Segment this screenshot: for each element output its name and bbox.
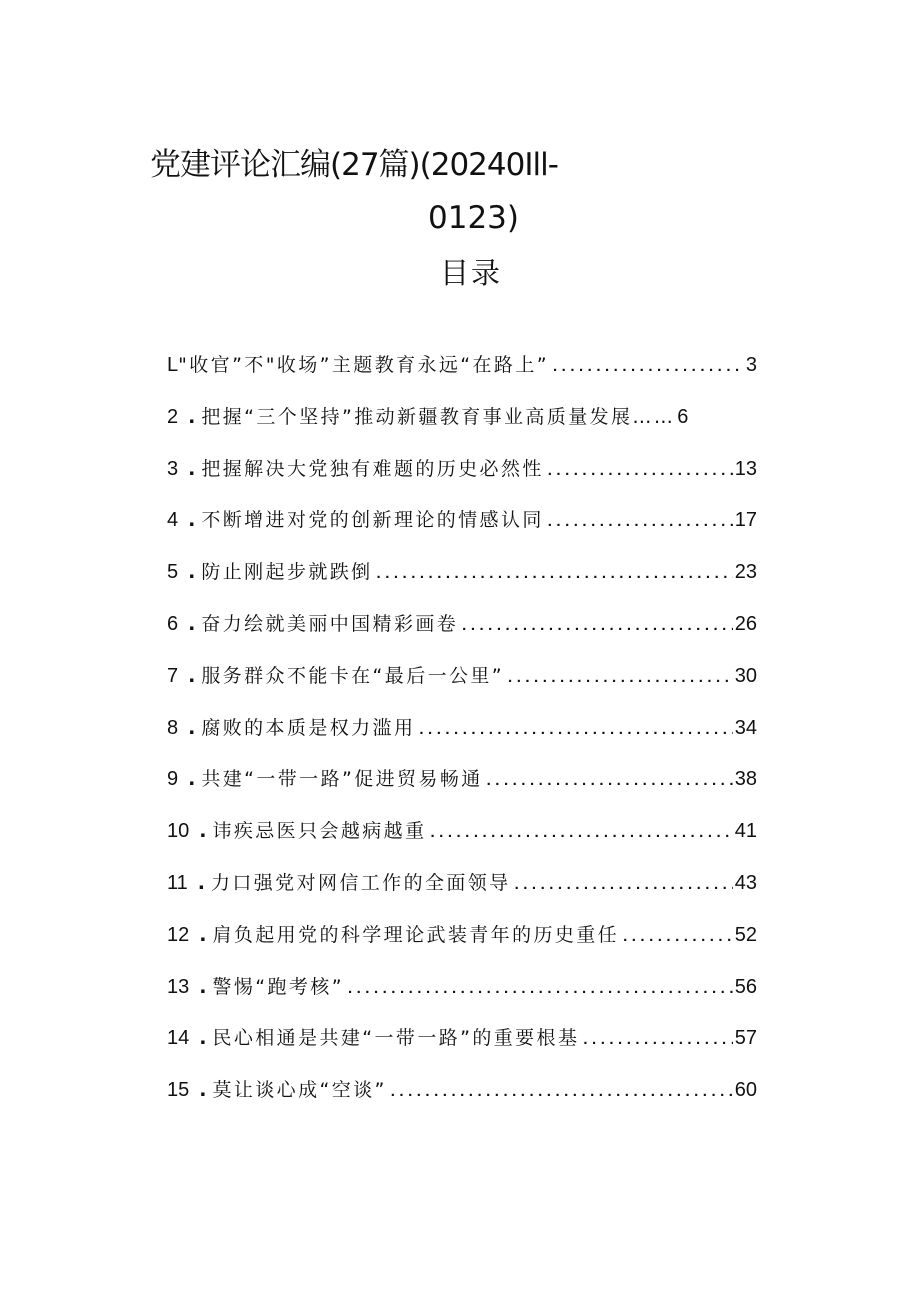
toc-entry-number: 15 [167,1079,190,1102]
toc-entry-page: 17 [734,509,757,532]
toc-entry-5[interactable] [167,557,757,609]
toc-entry-separator: . [188,509,196,532]
toc-leader-dots [426,824,732,841]
toc-entry-separator: . [188,405,196,428]
toc-entry-title: 民心相通是共建“一带一路”的重要根基 [212,1027,580,1050]
toc-entry-number: 10 [167,820,190,843]
toc-entry-separator: . [188,664,196,687]
toc-entry-title: 服务群众不能卡在“最后一公里” [201,664,505,687]
toc-entry-page: 41 [734,820,757,843]
toc-entry-2[interactable] [167,402,757,454]
toc-entry-page: 34 [734,716,757,739]
toc-entry-separator: . [188,561,196,584]
toc-leader-dots [483,772,733,789]
toc-leader-dots [544,462,733,479]
toc-entry-page: 43 [734,871,757,894]
toc-entry-number: 5 [167,561,179,584]
toc-entry-page: 13 [734,457,757,480]
toc-entry-number: 3 [167,457,179,480]
toc-leader-dots [415,721,732,738]
toc-entry-11[interactable] [167,868,757,920]
toc-leader-dots [511,876,733,893]
toc-entry-12[interactable] [167,920,757,972]
toc-entry-title: 腐败的本质是权力滥用 [201,716,416,739]
toc-leader-dots [344,980,733,997]
toc-entry-title: 共建“一带一路”促进贸易畅通 [201,768,483,791]
toc-entry-7[interactable] [167,661,757,713]
toc-entry-number: 12 [167,923,190,946]
toc-heading: 目录 [440,256,503,290]
toc-entry-number: 11 [167,871,188,894]
toc-entry-title: 警惕“跑考核” [212,975,344,998]
toc-entry-separator: . [188,457,196,480]
toc-leader-dots [373,565,733,582]
toc-leader-dots [544,513,733,530]
toc-leader-dots [579,1031,732,1048]
toc-leader-dots [458,617,733,634]
toc-entry-number: L [167,354,179,376]
toc-entry-title: "收官”不"收场”主题教育永远“在路上” [178,354,549,376]
toc-entry-page: 56 [734,975,757,998]
toc-entry-page: 6 [677,405,689,428]
table-of-contents [167,350,757,1127]
toc-entry-number: 9 [167,768,179,791]
toc-entry-separator: . [199,923,207,946]
toc-entry-number: 14 [167,1027,190,1050]
document-title-line-1: 党建评论汇编(27篇)(20240Ill- [150,147,558,183]
toc-entry-separator: . [197,871,205,894]
toc-entry-1[interactable] [167,350,757,402]
toc-entry-separator: . [199,1027,207,1050]
toc-entry-separator: . [199,1079,207,1102]
toc-entry-number: 13 [167,975,190,998]
toc-entry-15[interactable] [167,1075,757,1127]
toc-leader-dots [549,358,744,375]
toc-entry-14[interactable] [167,1023,757,1075]
toc-entry-number: 7 [167,664,179,687]
toc-entry-title: 力口强党对网信工作的全面领导 [210,871,511,894]
toc-entry-title: 防止刚起步就跌倒 [201,561,373,584]
toc-entry-separator: . [199,820,207,843]
toc-entry-title: 莫让谈心成“空谈” [212,1079,387,1102]
toc-entry-separator: . [199,975,207,998]
toc-entry-9[interactable] [167,764,757,816]
toc-entry-page: 60 [734,1079,757,1102]
toc-entry-number: 4 [167,509,179,532]
document-title-line-2: 0123) [428,200,519,236]
toc-entry-page: 57 [734,1027,757,1050]
toc-entry-separator: . [188,612,196,635]
toc-leader-dots [387,1083,733,1100]
toc-entry-title: 把握解决大党独有难题的历史必然性 [201,457,544,480]
toc-entry-number: 6 [167,612,179,635]
toc-entry-title: 奋力绘就美丽中国精彩画卷 [201,612,459,635]
toc-entry-13[interactable] [167,972,757,1024]
toc-leader-dots [619,928,733,945]
toc-entry-number: 8 [167,716,179,739]
toc-entry-page: 38 [734,768,757,791]
toc-entry-title: 不断增进对党的创新理论的情感认同 [201,509,544,532]
toc-entry-4[interactable] [167,505,757,557]
toc-entry-6[interactable] [167,609,757,661]
toc-leader-dots [504,669,733,686]
toc-entry-3[interactable] [167,454,757,506]
toc-entry-separator: . [188,768,196,791]
toc-entry-10[interactable] [167,816,757,868]
toc-entry-page: 23 [734,561,757,584]
toc-entry-page: 30 [734,664,757,687]
toc-entry-page: 26 [734,612,757,635]
toc-entry-separator: . [188,716,196,739]
toc-entry-page: 52 [734,923,757,946]
toc-entry-number: 2 [167,405,179,428]
toc-entry-page: 3 [745,354,757,376]
toc-entry-title: 把握“三个坚持”推动新疆教育事业高质量发展…… [201,405,676,428]
toc-entry-title: 讳疾忌医只会越病越重 [212,820,427,843]
toc-entry-8[interactable] [167,713,757,765]
toc-entry-title: 肩负起用党的科学理论武装青年的历史重任 [212,923,620,946]
